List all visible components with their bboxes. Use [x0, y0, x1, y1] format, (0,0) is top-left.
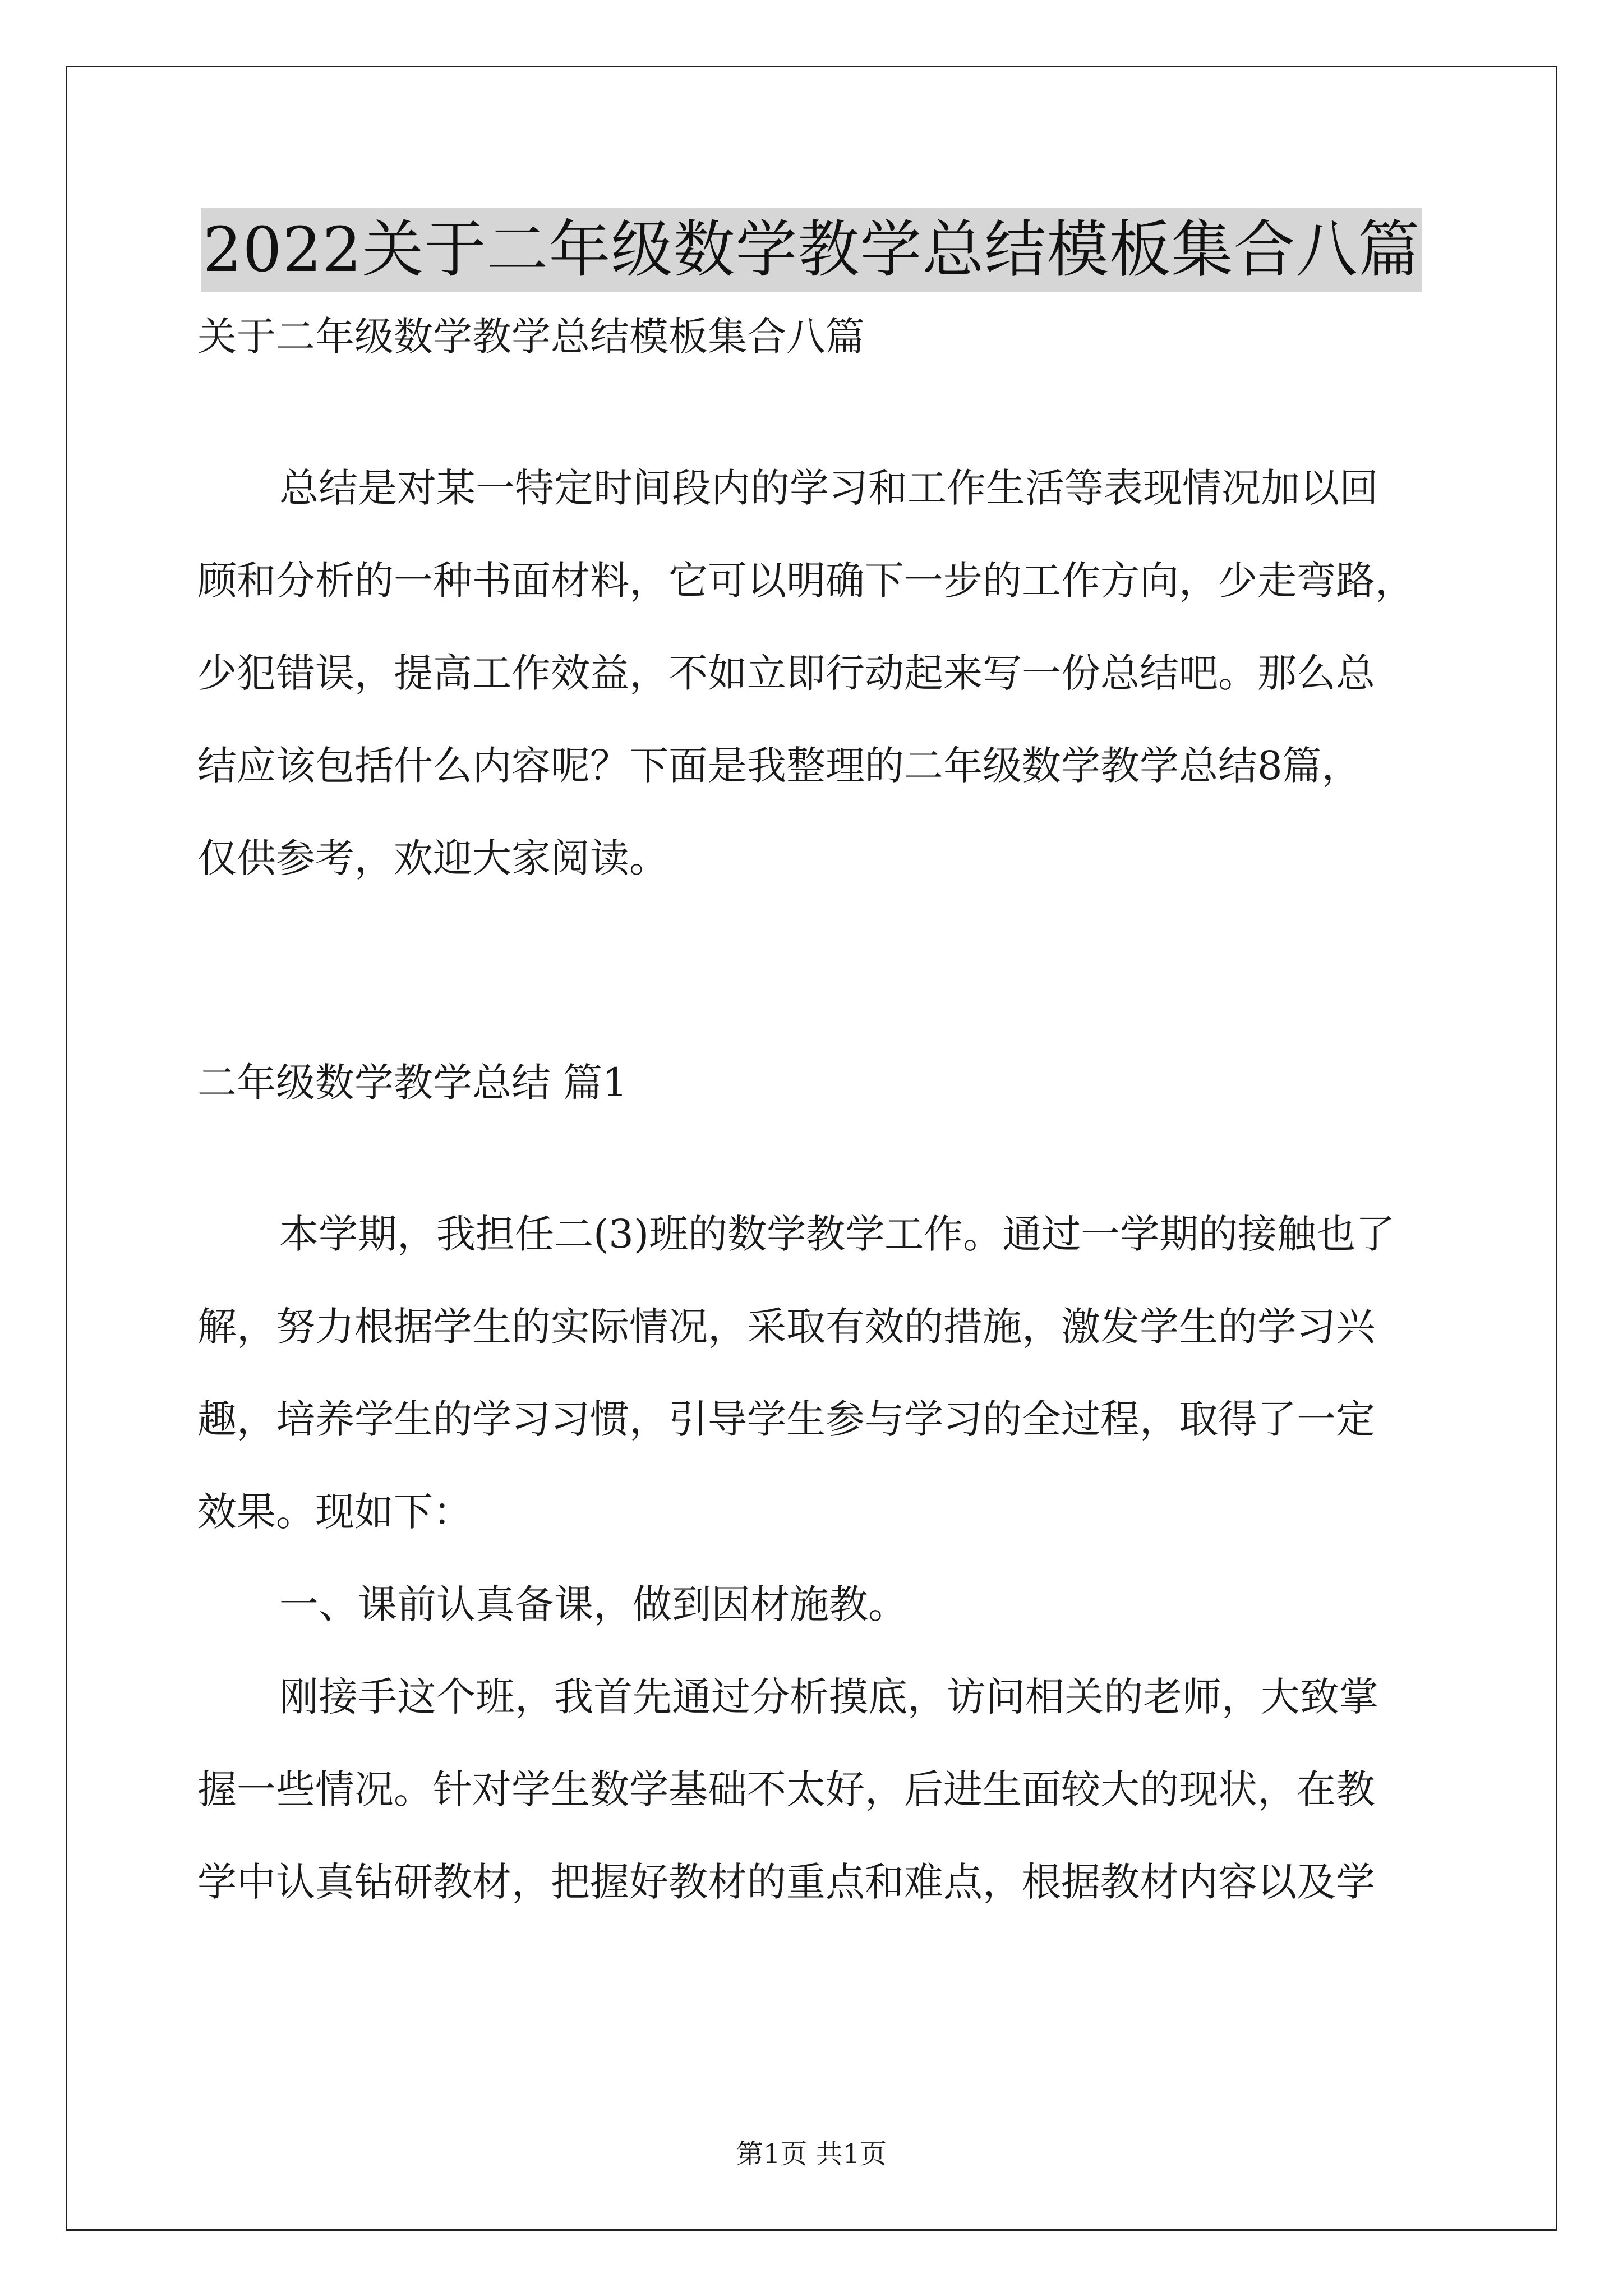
- intro-line: 顾和分析的一种书面材料，它可以明确下一步的工作方向，少走弯路，: [197, 558, 1414, 604]
- section-line: 趣，培养学生的学习习惯，引导学生参与学习的全过程，取得了一定: [197, 1396, 1375, 1442]
- point-line: 学中认真钻研教材，把握好教材的重点和难点，根据教材内容以及学: [197, 1859, 1375, 1905]
- point-line: 握一些情况。针对学生数学基础不太好，后进生面较大的现状，在教: [197, 1766, 1375, 1812]
- intro-line: 少犯错误，提高工作效益，不如立即行动起来写一份总结吧。那么总: [197, 650, 1375, 696]
- intro-line: 仅供参考，欢迎大家阅读。: [197, 835, 668, 881]
- page-footer: 第1页 共1页: [736, 2138, 887, 2170]
- point-line: 刚接手这个班，我首先通过分析摸底，访问相关的老师，大致掌: [279, 1674, 1378, 1720]
- section-heading: 二年级数学教学总结 篇1: [197, 1060, 628, 1106]
- point-heading: 一、课前认真备课，做到因材施教。: [279, 1581, 907, 1627]
- document-subtitle: 关于二年级数学教学总结模板集合八篇: [197, 314, 865, 360]
- section-line: 本学期，我担任二(3)班的数学教学工作。通过一学期的接触也了: [279, 1211, 1395, 1257]
- section-line: 解，努力根据学生的实际情况，采取有效的措施，激发学生的学习兴: [197, 1304, 1375, 1350]
- section-line: 效果。现如下：: [197, 1489, 472, 1535]
- intro-line: 结应该包括什么内容呢？下面是我整理的二年级数学教学总结8篇，: [197, 743, 1361, 789]
- document-title: 2022关于二年级数学教学总结模板集合八篇: [201, 208, 1423, 292]
- intro-line: 总结是对某一特定时间段内的学习和工作生活等表现情况加以回: [279, 465, 1378, 511]
- title-container: [0, 208, 1623, 292]
